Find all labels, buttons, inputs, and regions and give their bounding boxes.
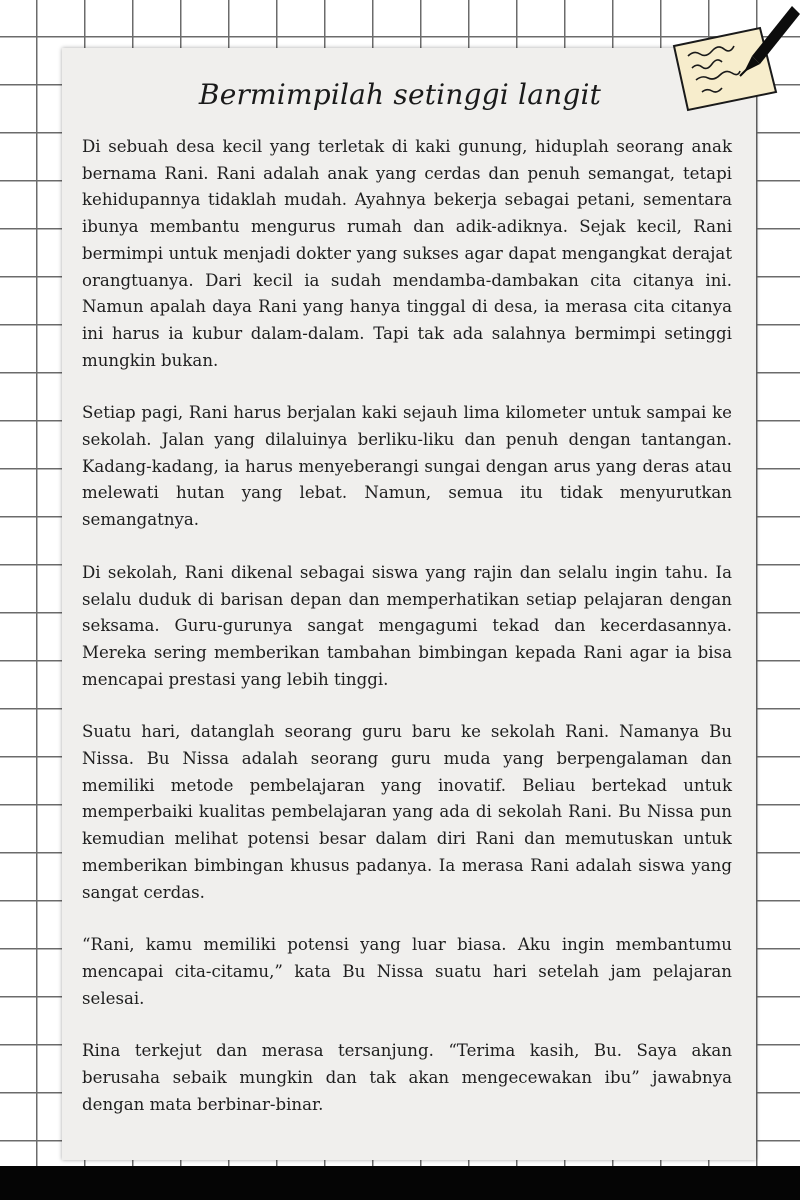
paragraph: Suatu hari, datanglah seorang guru baru ke sekolah Rani. Namanya Bu Nissa. Bu Nissa adalah seorang guru muda yang berpengalaman dan memiliki metode pembelajaran yang inovatif. Beliau bertekad untuk memperbaiki kualitas pembelajaran yang ada di sekolah Rani. Bu Nissa pun kemudian melihat potensi besar dalam diri Rani dan memutuskan untuk memberikan bimbingan khusus padanya. Ia merasa Rani adalah siswa yang sangat cerdas. [82,722,732,902]
paragraph: Di sekolah, Rani dikenal sebagai siswa yang rajin dan selalu ingin tahu. Ia selalu duduk di barisan depan dan memperhatikan setiap pelajaran dengan seksama. Guru-gurunya sangat mengagumi tekad dan kecerdasannya. Mereka sering memberikan tambahan bimbingan kepada Rani agar ia bisa mencapai prestasi yang lebih tinggi. [82,562,732,689]
story-body [82,134,732,1145]
paragraph: Rina terkejut dan merasa tersanjung. “Terima kasih, Bu. Saya akan berusaha sebaik mungkin dan tak akan mengecewakan ibu” jawabnya dengan mata berbinar-binar. [82,1041,732,1114]
note-with-pen-icon [664,6,800,118]
paragraph: Di sebuah desa kecil yang terletak di kaki gunung, hiduplah seorang anak bernama Rani. Rani adalah anak yang cerdas dan penuh semangat, tetapi kehidupannya tidaklah mudah. Ayahnya bekerja sebagai petani, sementara ibunya membantu mengurus rumah dan adik-adiknya. Sejak kecil, Rani bermimpi untuk menjadi dokter yang sukses agar dapat mengangkat derajat orangtuanya. Dari kecil ia sudah mendamba-dambakan cita citanya ini. Namun apalah daya Rani yang hanya tinggal di desa, ia merasa cita citanya ini harus ia kubur dalam-dalam. Tapi tak ada salahnya bermimpi setinggi mungkin bukan. [82,137,732,370]
paragraph: Setiap pagi, Rani harus berjalan kaki sejauh lima kilometer untuk sampai ke sekolah. Jalan yang dilaluinya berliku-liku dan penuh dengan tantangan. Kadang-kadang, ia harus menyeberangi sungai dengan arus yang deras atau melewati hutan yang lebat. Namun, semua itu tidak menyurutkan semangatnya. [82,403,732,530]
paragraph: “Rani, kamu memiliki potensi yang luar biasa. Aku ingin membantumu mencapai cita-citamu,” kata Bu Nissa suatu hari setelah jam pelajaran selesai. [82,935,732,1008]
bottom-bar [0,1166,800,1200]
document-title: Bermimpilah setinggi langit [198,78,602,111]
